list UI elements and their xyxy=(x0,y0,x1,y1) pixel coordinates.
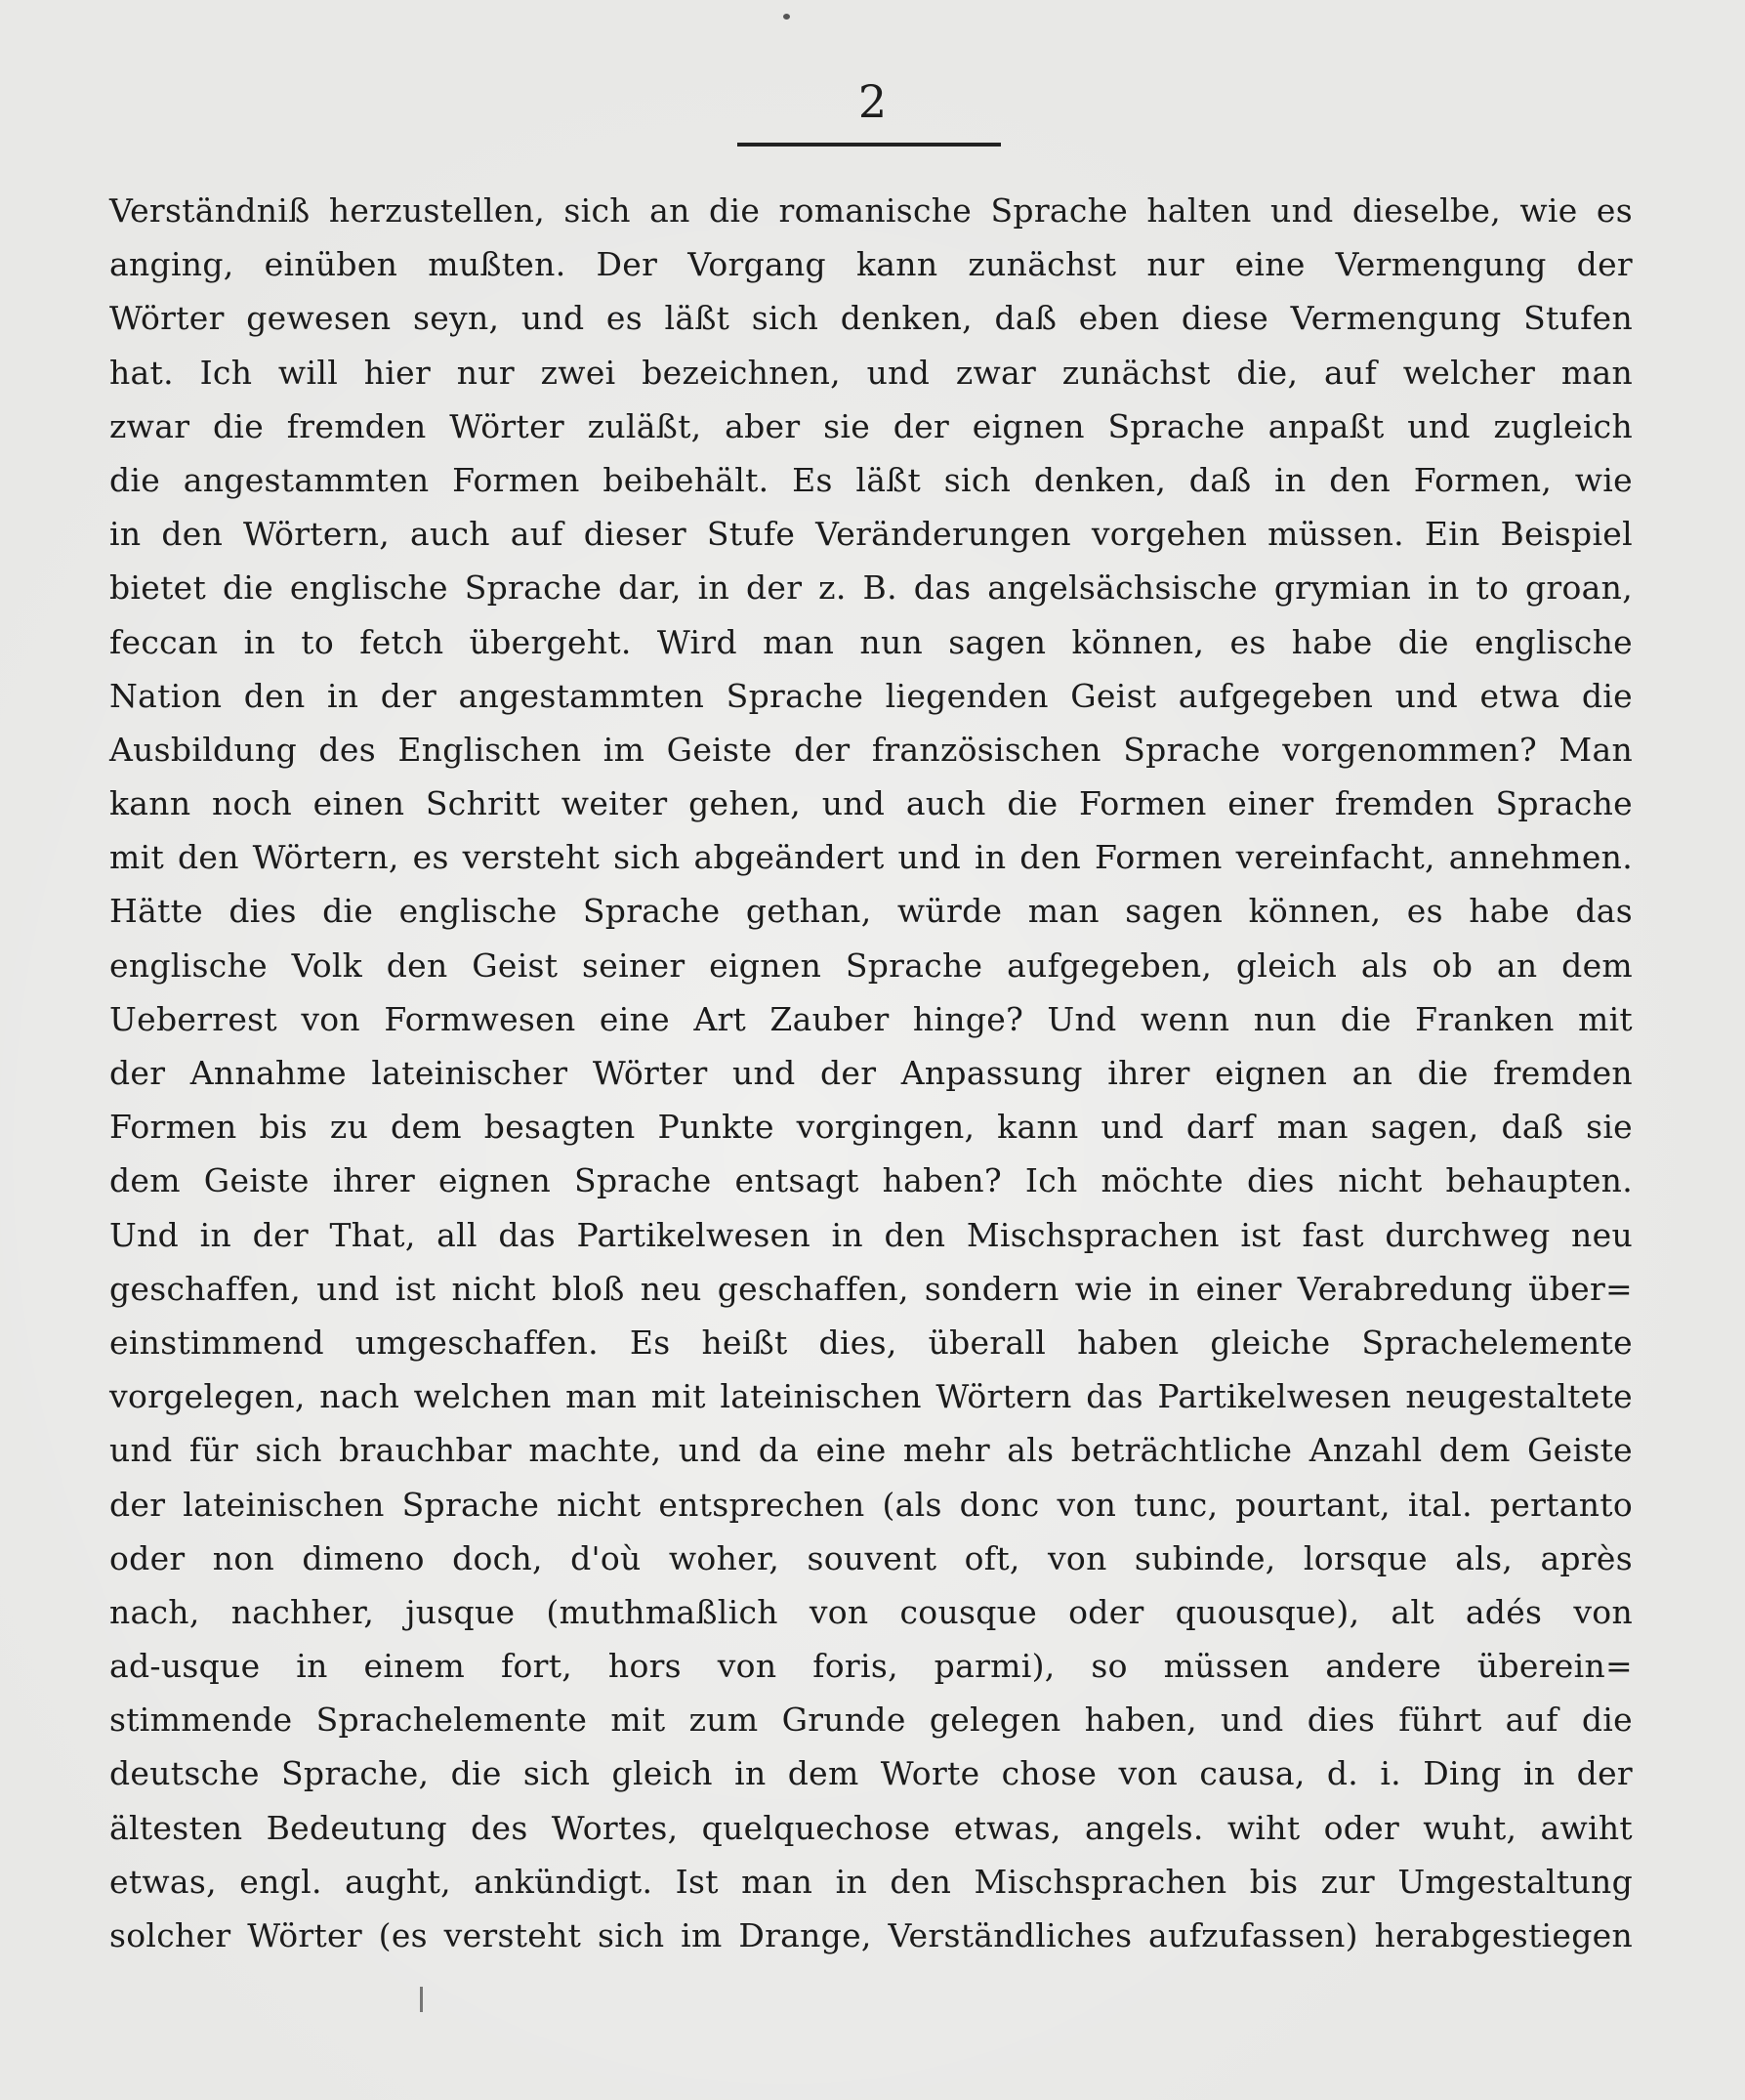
text-line: ältesten Bedeutung des Wortes, quelquechose etwas, angels. wiht oder wuht, awiht xyxy=(109,1808,1633,1847)
text-line: der Annahme lateinischer Wörter und der Anpassung ihrer eignen an die fremden xyxy=(109,1054,1633,1092)
text-line: kann noch einen Schritt weiter gehen, und auch die Formen einer fremden Sprache xyxy=(109,784,1633,823)
text-line: hat. Ich will hier nur zwei bezeichnen, und zwar zunächst die, auf welcher man xyxy=(109,353,1633,392)
text-line: deutsche Sprache, die sich gleich in dem Worte chose von causa, d. i. Ding in der xyxy=(109,1754,1633,1793)
text-line: zwar die fremden Wörter zuläßt, aber sie der eignen Sprache anpaßt und zugleich xyxy=(109,406,1633,445)
print-mark xyxy=(420,1987,423,2012)
text-line: bietet die englische Sprache dar, in der z. B. das angelsächsische grymian in to groan, xyxy=(109,568,1633,608)
ink-speck xyxy=(783,14,790,20)
text-line: Hätte dies die englische Sprache gethan, würde man sagen können, es habe das xyxy=(109,892,1633,931)
text-line: ad-usque in einem fort, hors von foris, parmi), so müssen andere überein= xyxy=(109,1647,1633,1686)
text-line: mit den Wörtern, es versteht sich abgeändert und in den Formen vereinfacht, annehmen. xyxy=(109,838,1633,877)
text-line: englische Volk den Geist seiner eignen Sprache aufgegeben, gleich als ob an dem xyxy=(109,945,1633,985)
text-line: die angestammten Formen beibehält. Es läßt sich denken, daß in den Formen, wie xyxy=(109,460,1633,499)
text-line: nach, nachher, jusque (muthmaßlich von cousque oder quousque), alt adés von xyxy=(109,1592,1633,1631)
text-line: in den Wörtern, auch auf dieser Stufe Veränderungen vorgehen müssen. Ein Beispiel xyxy=(109,515,1633,554)
header-rule xyxy=(737,143,1001,147)
text-line: etwas, engl. aught, ankündigt. Ist man in den Mischsprachen bis zur Umgestaltung xyxy=(109,1862,1633,1901)
text-line: Nation den in der angestammten Sprache liegenden Geist aufgegeben und etwa die xyxy=(109,676,1633,715)
text-line: Verständniß herzustellen, sich an die romanische Sprache halten und dieselbe, wie es xyxy=(109,191,1633,230)
text-line: Und in der That, all das Partikelwesen in den Mischsprachen ist fast durchweg neu xyxy=(109,1215,1633,1254)
text-line: Wörter gewesen seyn, und es läßt sich denken, daß eben diese Vermengung Stufen xyxy=(109,299,1633,338)
text-line: oder non dimeno doch, d'où woher, souvent oft, von subinde, lorsque als, après xyxy=(109,1538,1633,1577)
body-text xyxy=(109,184,1633,1962)
text-line: Ueberrest von Formwesen eine Art Zauber hinge? Und wenn nun die Franken mit xyxy=(109,999,1633,1038)
text-line: und für sich brauchbar machte, und da eine mehr als beträchtliche Anzahl dem Geiste xyxy=(109,1431,1633,1470)
text-line: feccan in to fetch übergeht. Wird man nun sagen können, es habe die englische xyxy=(109,622,1633,661)
text-line: geschaffen, und ist nicht bloß neu geschaffen, sondern wie in einer Verabredung über= xyxy=(109,1269,1633,1308)
text-line: einstimmend umgeschaffen. Es heißt dies, überall haben gleiche Sprachelemente xyxy=(109,1323,1633,1362)
text-line: Formen bis zu dem besagten Punkte vorgingen, kann und darf man sagen, daß sie xyxy=(109,1108,1633,1147)
text-line: stimmende Sprachelemente mit zum Grunde gelegen haben, und dies führt auf die xyxy=(109,1701,1633,1740)
text-line: dem Geiste ihrer eignen Sprache entsagt haben? Ich möchte dies nicht behaupten. xyxy=(109,1161,1633,1200)
page-number: 2 xyxy=(857,75,888,128)
text-line: der lateinischen Sprache nicht entsprechen (als donc von tunc, pourtant, ital. pertanto xyxy=(109,1485,1633,1524)
text-line: anging, einüben mußten. Der Vorgang kann zunächst nur eine Vermengung der xyxy=(109,245,1633,284)
text-line: solcher Wörter (es versteht sich im Drange, Verständliches aufzufassen) herabgestiegen xyxy=(109,1916,1633,1954)
text-line: Ausbildung des Englischen im Geiste der französischen Sprache vorgenommen? Man xyxy=(109,730,1633,769)
text-line: vorgelegen, nach welchen man mit lateinischen Wörtern das Partikelwesen neugestaltete xyxy=(109,1377,1633,1416)
